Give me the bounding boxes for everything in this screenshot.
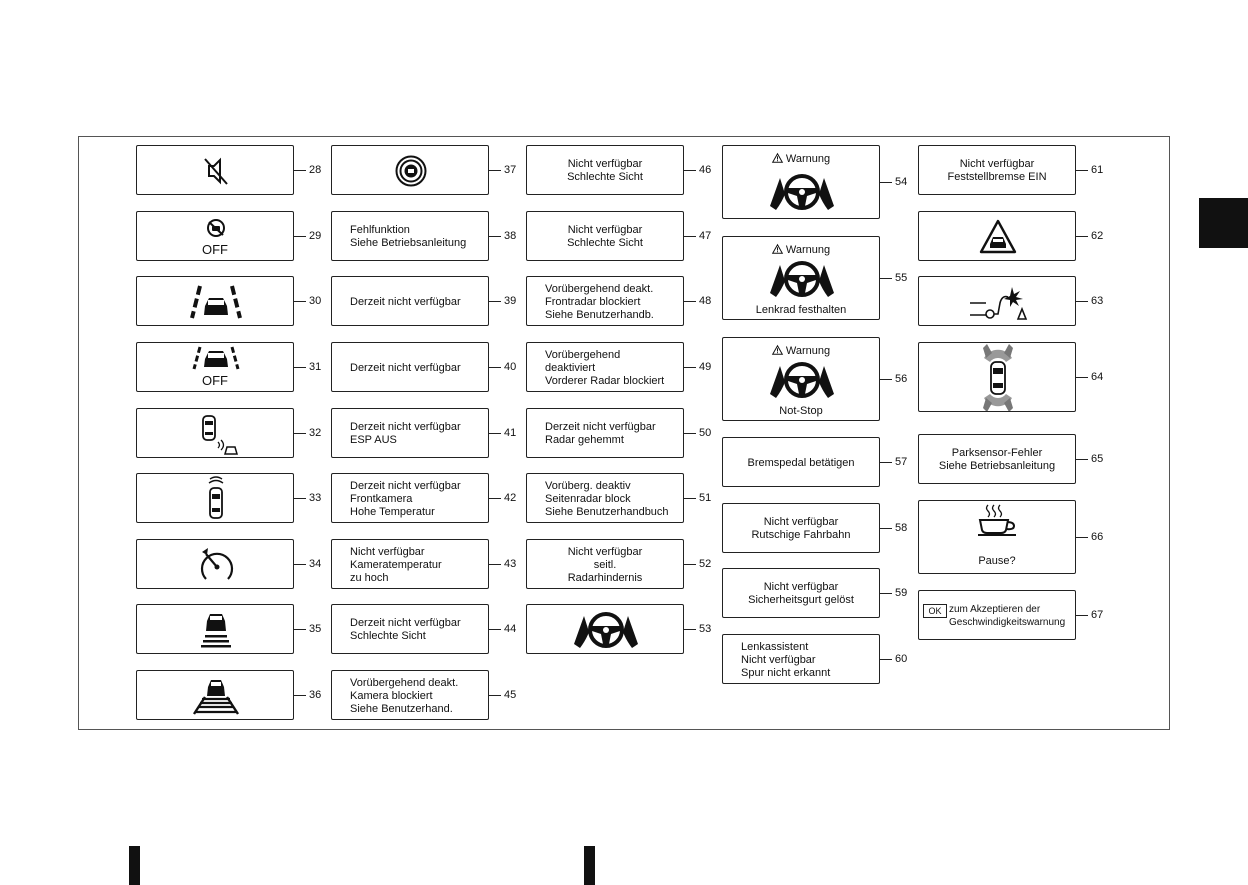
display-box — [331, 473, 489, 523]
coffee-cup-icon — [976, 503, 1020, 537]
warning-item-31 — [136, 342, 334, 392]
item-number: 52 — [699, 558, 712, 570]
message-line: Schlechte Sicht — [567, 171, 643, 183]
parking-sensor-icon — [980, 344, 1016, 412]
hands-on-wheel-icon — [572, 610, 640, 650]
leader-line — [294, 301, 306, 302]
display-box — [526, 408, 684, 458]
item-number: 38 — [504, 230, 517, 242]
front-radar-car-icon — [206, 476, 226, 522]
message-line: Radarhindernis — [567, 572, 643, 584]
warning-item-39 — [331, 276, 529, 326]
speaker-muted-icon — [200, 155, 232, 187]
warning-item-52 — [526, 539, 724, 589]
warning-header: Warnung — [723, 244, 879, 256]
display-box — [918, 434, 1076, 484]
message-line: Derzeit nicht verfügbar — [545, 421, 656, 433]
leader-line — [489, 564, 501, 565]
warning-item-56 — [722, 337, 920, 421]
item-number: 46 — [699, 164, 712, 176]
leader-line — [684, 433, 696, 434]
message-line: Nicht verfügbar — [741, 654, 816, 666]
display-box — [722, 437, 880, 487]
leader-line — [1076, 459, 1088, 460]
lane-assist-icon — [188, 284, 244, 320]
leader-line — [1076, 170, 1088, 171]
warning-item-55 — [722, 236, 920, 320]
warning-item-34 — [136, 539, 334, 589]
leader-line — [684, 564, 696, 565]
message-line: Bremspedal betätigen — [747, 457, 855, 469]
leader-line — [1076, 301, 1088, 302]
item-number: 64 — [1091, 371, 1104, 383]
item-number: 63 — [1091, 295, 1104, 307]
warning-item-67 — [918, 590, 1116, 640]
item-number: 56 — [895, 373, 908, 385]
leader-line — [489, 367, 501, 368]
message-line: Nicht verfügbar — [763, 581, 839, 593]
display-box — [918, 342, 1076, 412]
item-number: 45 — [504, 689, 517, 701]
footer-bar-right — [584, 846, 595, 885]
hands-on-wheel-icon — [768, 259, 836, 299]
warning-item-59 — [722, 568, 920, 618]
leader-line — [294, 170, 306, 171]
warning-item-47 — [526, 211, 724, 261]
item-number: 30 — [309, 295, 322, 307]
message-line: Nicht verfügbar — [567, 158, 643, 170]
warning-triangle-icon — [772, 345, 783, 355]
message-line: Derzeit nicht verfügbar — [350, 362, 461, 374]
warning-item-45 — [331, 670, 529, 720]
message-line: Siehe Betriebsanleitung — [938, 460, 1056, 472]
message-line: Siehe Benutzerhandbuch — [545, 506, 669, 518]
warning-item-48 — [526, 276, 724, 326]
message-line: seitl. — [593, 559, 617, 571]
leader-line — [880, 182, 892, 183]
leader-line — [684, 629, 696, 630]
leader-line — [294, 367, 306, 368]
display-box — [918, 276, 1076, 326]
leader-line — [294, 564, 306, 565]
message-line: Derzeit nicht verfügbar — [350, 480, 461, 492]
warning-item-61 — [918, 145, 1116, 195]
warning-item-46 — [526, 145, 724, 195]
leader-line — [880, 593, 892, 594]
leader-line — [684, 170, 696, 171]
item-number: 34 — [309, 558, 322, 570]
caption-label: Pause? — [978, 555, 1016, 567]
display-box — [526, 604, 684, 654]
caption-label: Not-Stop — [779, 405, 823, 417]
item-number: 57 — [895, 456, 908, 468]
display-box — [722, 236, 880, 320]
warning-item-30 — [136, 276, 334, 326]
warning-item-41 — [331, 408, 529, 458]
display-box — [722, 503, 880, 553]
display-box — [331, 408, 489, 458]
leader-line — [880, 379, 892, 380]
target-car-icon — [395, 155, 427, 187]
display-box — [526, 276, 684, 326]
leader-line — [489, 236, 501, 237]
leader-line — [1076, 537, 1088, 538]
leader-line — [489, 498, 501, 499]
item-number: 35 — [309, 623, 322, 635]
display-box — [136, 473, 294, 523]
display-box — [526, 211, 684, 261]
chapter-tab — [1199, 198, 1248, 248]
item-number: 49 — [699, 361, 712, 373]
leader-line — [294, 498, 306, 499]
message-line: Seitenradar block — [545, 493, 631, 505]
item-number: 65 — [1091, 453, 1104, 465]
display-box — [331, 539, 489, 589]
display-box — [136, 211, 294, 261]
display-box — [136, 342, 294, 392]
display-box — [331, 276, 489, 326]
item-number: 54 — [895, 176, 908, 188]
car-warning-triangle-icon — [979, 219, 1017, 255]
leader-line — [684, 498, 696, 499]
item-number: 47 — [699, 230, 712, 242]
leader-line — [880, 278, 892, 279]
display-box — [331, 604, 489, 654]
leader-line — [489, 695, 501, 696]
warning-item-63 — [918, 276, 1116, 326]
item-number: 61 — [1091, 164, 1104, 176]
item-number: 48 — [699, 295, 712, 307]
item-number: 66 — [1091, 531, 1104, 543]
message-line: Nicht verfügbar — [567, 546, 643, 558]
message-line: Nicht verfügbar — [763, 516, 839, 528]
message-line: Geschwindigkeitswarnung — [949, 617, 1066, 628]
message-line: Kameratemperatur — [350, 559, 442, 571]
leader-line — [880, 528, 892, 529]
message-line: Kamera blockiert — [350, 690, 433, 702]
item-number: 55 — [895, 272, 908, 284]
display-box — [136, 408, 294, 458]
display-box — [136, 670, 294, 720]
message-line: Frontradar blockiert — [545, 296, 641, 308]
leader-line — [489, 629, 501, 630]
message-line: Nicht verfügbar — [350, 546, 425, 558]
warning-item-37 — [331, 145, 529, 195]
display-box — [722, 634, 880, 684]
hands-on-wheel-icon — [768, 360, 836, 400]
item-number: 33 — [309, 492, 322, 504]
display-box — [526, 342, 684, 392]
leader-line — [294, 695, 306, 696]
leader-line — [489, 301, 501, 302]
warning-item-49 — [526, 342, 724, 392]
leader-line — [1076, 377, 1088, 378]
warning-item-42 — [331, 473, 529, 523]
ok-button-label: OK — [923, 604, 947, 618]
message-line: Siehe Betriebsanleitung — [350, 237, 467, 249]
item-number: 37 — [504, 164, 517, 176]
item-number: 51 — [699, 492, 712, 504]
display-box — [526, 145, 684, 195]
leader-line — [1076, 615, 1088, 616]
item-number: 36 — [309, 689, 322, 701]
warning-item-38 — [331, 211, 529, 261]
speedometer-icon — [198, 546, 236, 584]
warning-item-44 — [331, 604, 529, 654]
car-lane-icon — [199, 611, 233, 649]
display-box — [918, 145, 1076, 195]
display-box — [136, 145, 294, 195]
warning-item-62 — [918, 211, 1116, 261]
message-line: Nicht verfügbar — [567, 224, 643, 236]
leader-line — [684, 236, 696, 237]
blind-spot-icon — [194, 414, 240, 456]
item-number: 62 — [1091, 230, 1104, 242]
message-line: Vorüberg. deaktiv — [545, 480, 631, 492]
warning-item-40 — [331, 342, 529, 392]
message-line: Hohe Temperatur — [350, 506, 435, 518]
message-line: Siehe Benutzerhand. — [350, 703, 453, 715]
message-line: Derzeit nicht verfügbar — [350, 617, 461, 629]
leader-line — [489, 433, 501, 434]
message-line: Vorderer Radar blockiert — [545, 375, 665, 387]
message-line: Radar gehemmt — [545, 434, 624, 446]
message-line: deaktiviert — [545, 362, 596, 374]
item-number: 28 — [309, 164, 322, 176]
item-number: 39 — [504, 295, 517, 307]
footer-bar-left — [129, 846, 140, 885]
item-number: 58 — [895, 522, 908, 534]
warning-header: Warnung — [723, 153, 879, 165]
leader-line — [880, 462, 892, 463]
item-number: 50 — [699, 427, 712, 439]
leader-line — [294, 236, 306, 237]
message-line: Schlechte Sicht — [350, 630, 426, 642]
car-lane-wide-icon — [190, 677, 242, 715]
item-number: 40 — [504, 361, 517, 373]
item-number: 41 — [504, 427, 517, 439]
display-box — [136, 276, 294, 326]
display-box — [136, 604, 294, 654]
warning-item-36 — [136, 670, 334, 720]
message-line: Schlechte Sicht — [567, 237, 643, 249]
message-line: Derzeit nicht verfügbar — [350, 421, 461, 433]
message-line: Siehe Benutzerhandb. — [545, 309, 654, 321]
message-line: ESP AUS — [350, 434, 397, 446]
message-line: Parksensor-Fehler — [951, 447, 1043, 459]
message-line: Vorübergehend deakt. — [545, 283, 654, 295]
leader-line — [684, 301, 696, 302]
item-number: 59 — [895, 587, 908, 599]
item-number: 43 — [504, 558, 517, 570]
leader-line — [294, 433, 306, 434]
item-number: 32 — [309, 427, 322, 439]
display-box — [722, 337, 880, 421]
hands-on-wheel-icon — [768, 172, 836, 212]
leader-line — [294, 629, 306, 630]
off-label: OFF — [202, 242, 228, 257]
display-box — [526, 539, 684, 589]
collision-warning-icon — [968, 285, 1030, 321]
warning-item-50 — [526, 408, 724, 458]
message-line: Vorübergehend — [545, 349, 621, 361]
warning-item-64 — [918, 342, 1116, 412]
display-box — [331, 670, 489, 720]
message-line: Feststellbremse EIN — [947, 171, 1047, 183]
warning-item-60 — [722, 634, 920, 684]
warning-header: Warnung — [723, 345, 879, 357]
warning-item-65 — [918, 434, 1116, 484]
leader-line — [489, 170, 501, 171]
lane-assist-off-icon — [190, 345, 242, 371]
warning-item-29 — [136, 211, 334, 261]
leader-line — [1076, 236, 1088, 237]
display-box — [918, 590, 1076, 640]
leader-line — [880, 659, 892, 660]
message-line: Lenkassistent — [741, 641, 809, 653]
warning-item-51 — [526, 473, 724, 523]
message-line: Derzeit nicht verfügbar — [350, 296, 461, 308]
message-line: Fehlfunktion — [350, 224, 410, 236]
message-line: Nicht verfügbar — [959, 158, 1035, 170]
message-line: Rutschige Fahrbahn — [751, 529, 851, 541]
message-line: zu hoch — [350, 572, 389, 584]
display-box — [136, 539, 294, 589]
warning-item-28 — [136, 145, 334, 195]
display-box — [918, 211, 1076, 261]
item-number: 42 — [504, 492, 517, 504]
display-box — [526, 473, 684, 523]
message-line: Frontkamera — [350, 493, 413, 505]
display-box — [331, 211, 489, 261]
leader-line — [684, 367, 696, 368]
warning-item-33 — [136, 473, 334, 523]
warning-triangle-icon — [772, 244, 783, 254]
caption-label: Lenkrad festhalten — [755, 304, 847, 316]
message-line: Spur nicht erkannt — [741, 667, 831, 679]
warning-item-54 — [722, 145, 920, 219]
item-number: 29 — [309, 230, 322, 242]
warning-item-35 — [136, 604, 334, 654]
vehicle-assist-off-icon — [206, 218, 226, 238]
message-line: zum Akzeptieren der — [949, 604, 1041, 615]
display-box — [331, 145, 489, 195]
warning-item-43 — [331, 539, 529, 589]
message-line: Sicherheitsgurt gelöst — [748, 594, 854, 606]
warning-triangle-icon — [772, 153, 783, 163]
display-box — [722, 568, 880, 618]
item-number: 67 — [1091, 609, 1104, 621]
warning-item-58 — [722, 503, 920, 553]
item-number: 53 — [699, 623, 712, 635]
warning-item-53 — [526, 604, 724, 654]
display-box — [918, 500, 1076, 574]
display-box — [331, 342, 489, 392]
item-number: 31 — [309, 361, 322, 373]
display-box — [722, 145, 880, 219]
item-number: 44 — [504, 623, 517, 635]
message-line: Vorübergehend deakt. — [350, 677, 459, 689]
off-label: OFF — [202, 373, 228, 388]
warning-item-66 — [918, 500, 1116, 574]
item-number: 60 — [895, 653, 908, 665]
warning-item-32 — [136, 408, 334, 458]
warning-item-57 — [722, 437, 920, 487]
